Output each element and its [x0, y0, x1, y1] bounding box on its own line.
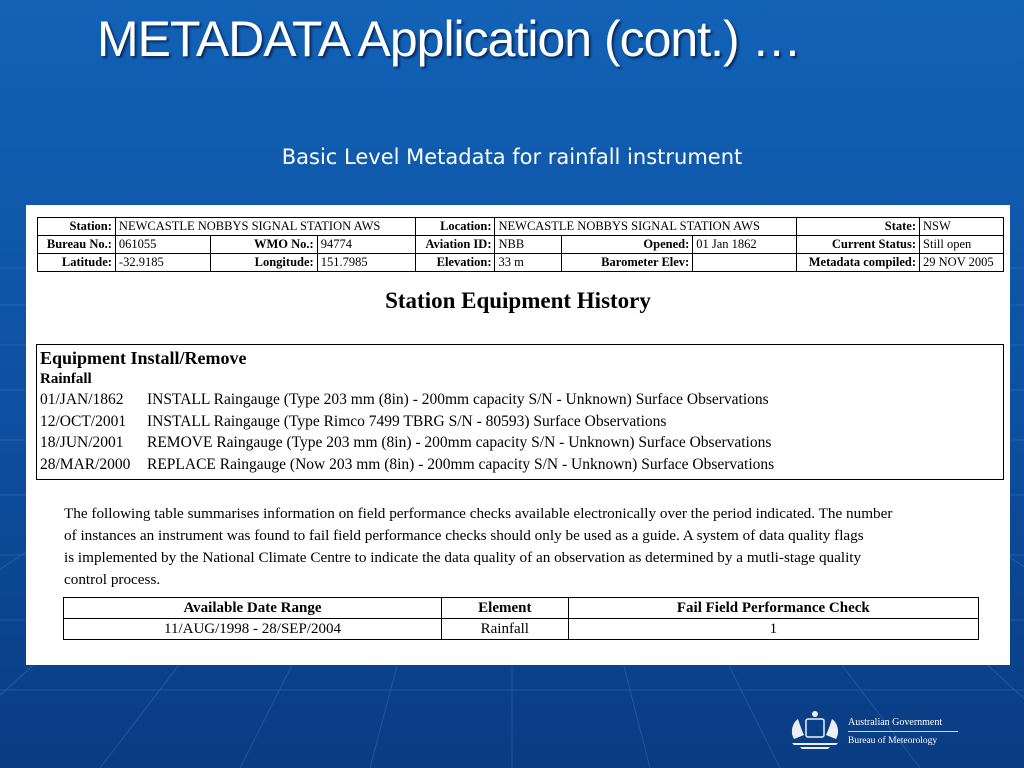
list-item: [40, 389, 1000, 411]
table-row: [38, 218, 1004, 236]
longitude-value: 151.7985: [317, 254, 415, 272]
performance-paragraph: [64, 503, 1004, 591]
station-value: NEWCASTLE NOBBYS SIGNAL STATION AWS: [115, 218, 415, 236]
paragraph-line: The following table summarises information on field performance checks available electronically over the period indicated. The number: [64, 505, 893, 522]
barometer-elev-label: Barometer Elev:: [562, 254, 693, 272]
metadata-compiled-value: 29 NOV 2005: [920, 254, 1004, 272]
state-label: State:: [797, 218, 920, 236]
paragraph-line: of instances an instrument was found to fail field performance checks should only be used as a guide. A system of data quality flags: [64, 527, 864, 544]
latitude-label: Latitude:: [38, 254, 116, 272]
entry-text: INSTALL Raingauge (Type Rimco 7499 TBRG S/N - 80593) Surface Observations: [147, 412, 667, 430]
fail-check-cell: 1: [568, 619, 978, 640]
current-status-label: Current Status:: [797, 236, 920, 254]
element-header: Element: [441, 598, 568, 619]
list-item: [40, 454, 1000, 476]
logo-line-2: Bureau of Meteorology: [848, 736, 938, 746]
coat-of-arms-icon: [786, 705, 844, 753]
aviation-id-value: NBB: [495, 236, 562, 254]
performance-table: [63, 597, 979, 640]
table-header-row: [64, 598, 979, 619]
logo-divider: [848, 731, 958, 732]
entry-text: INSTALL Raingauge (Type 203 mm (8in) - 200mm capacity S/N - Unknown) Surface Observations: [147, 391, 769, 408]
paragraph-line: is implemented by the National Climate Centre to indicate the data quality of an observation as determined by a mutli-stage quality: [64, 549, 862, 566]
date-range-cell: 11/AUG/1998 - 28/SEP/2004: [64, 619, 442, 640]
slide-subtitle: Basic Level Metadata for rainfall instrument: [281, 145, 743, 169]
barometer-elev-value: [693, 254, 797, 272]
station-label: Station:: [38, 218, 116, 236]
wmo-no-label: WMO No.:: [210, 236, 317, 254]
entry-date: 18/JUN/2001: [40, 434, 124, 451]
entry-date: 28/MAR/2000: [40, 455, 131, 473]
entry-date: 01/JAN/1862: [40, 391, 124, 408]
bureau-no-label: Bureau No.:: [38, 236, 116, 254]
state-value: NSW: [920, 218, 1004, 236]
elevation-label: Elevation:: [415, 254, 495, 272]
opened-label: Opened:: [562, 236, 693, 254]
box-title: Equipment Install/Remove: [40, 348, 247, 368]
equipment-history-heading: Station Equipment History: [385, 288, 651, 313]
location-value: NEWCASTLE NOBBYS SIGNAL STATION AWS: [495, 218, 797, 236]
table-row: [38, 236, 1004, 254]
paragraph-line: control process.: [64, 571, 161, 588]
metadata-compiled-label: Metadata compiled:: [797, 254, 920, 272]
entry-date: 12/OCT/2001: [40, 412, 127, 430]
category-heading: Rainfall: [40, 371, 92, 387]
fail-check-header: Fail Field Performance Check: [568, 598, 978, 619]
list-item: [40, 432, 1000, 454]
metadata-document: [26, 205, 1010, 665]
station-info-table: [37, 217, 1004, 272]
aviation-id-label: Aviation ID:: [415, 236, 495, 254]
latitude-value: -32.9185: [115, 254, 210, 272]
table-row: [64, 619, 979, 640]
longitude-label: Longitude:: [210, 254, 317, 272]
element-cell: Rainfall: [441, 619, 568, 640]
date-range-header: Available Date Range: [64, 598, 442, 619]
wmo-no-value: 94774: [317, 236, 415, 254]
elevation-value: 33 m: [495, 254, 562, 272]
table-row: [38, 254, 1004, 272]
bureau-of-meteorology-logo: [786, 705, 966, 753]
entry-text: REPLACE Raingauge (Now 203 mm (8in) - 200mm capacity S/N - Unknown) Surface Observations: [147, 455, 775, 473]
slide-title: METADATA Application (cont.) …: [97, 11, 801, 67]
bureau-no-value: 061055: [115, 236, 210, 254]
current-status-value: Still open: [920, 236, 1004, 254]
opened-value: 01 Jan 1862: [693, 236, 797, 254]
equipment-install-remove-box: [36, 344, 1004, 480]
logo-line-1: Australian Government: [848, 717, 943, 728]
list-item: [40, 411, 1000, 433]
entry-text: REMOVE Raingauge (Type 203 mm (8in) - 200mm capacity S/N - Unknown) Surface Observations: [147, 434, 772, 451]
location-label: Location:: [415, 218, 495, 236]
